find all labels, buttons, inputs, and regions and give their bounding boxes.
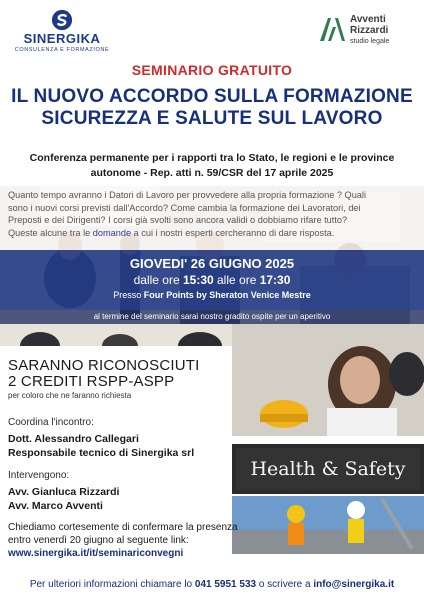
subtitle [20, 151, 404, 181]
chalkboard-text: Health & Safety [250, 458, 406, 480]
time-end: 17:30 [259, 273, 291, 287]
title-line-2: SICUREZZA E SALUTE SUL LAVORO [41, 108, 383, 129]
intro-highlight: domande [92, 227, 132, 238]
footer-email[interactable]: info@sinergika.it [313, 579, 395, 590]
venue-prefix: Presso [113, 290, 144, 300]
coordinator-label: Coordina l'incontro: [8, 417, 94, 428]
aperitivo-note: al termine del seminario sarai nostro gradito ospite per un aperitivo [0, 310, 424, 324]
footer-prefix: Per ulteriori informazioni chiamare lo [29, 579, 195, 590]
right-photos-image [232, 324, 424, 554]
confirm-block [8, 521, 248, 560]
coordinator-name: Dott. Alessandro Callegari [8, 433, 139, 445]
logo-right-line2: Rizzardi [350, 25, 389, 36]
credits-block [8, 358, 228, 401]
event-date: GIOVEDI' 26 GIUGNO 2025 [129, 256, 295, 271]
coordinator-block [8, 416, 233, 460]
sinergika-logo [12, 9, 112, 54]
coordinator-role: Responsabile tecnico di Sinergika srl [8, 447, 195, 459]
header [0, 0, 424, 58]
logo-right-line1: Avventi [350, 14, 386, 25]
intro-text [8, 189, 416, 239]
registration-link[interactable]: www.sinergika.it/it/seminariconvegni [8, 548, 184, 559]
intro-line-4-a: Queste alcune tra le [8, 227, 93, 238]
event-time [0, 272, 424, 289]
speakers-label: Intervengono: [8, 470, 70, 481]
time-start: 15:30 [182, 273, 214, 287]
logo-left-name: SINERGIKA [23, 31, 101, 46]
credits-note: per coloro che ne faranno richiesta [8, 391, 132, 400]
footer-mid: o scrivere a [256, 579, 314, 590]
logo-right-line3: studio legale [350, 38, 390, 45]
intro-line-1: Quanto tempo avranno i Datori di Lavoro per provvedere alla propria formazione ? Quali [8, 190, 366, 200]
credits-line-1: SARANNO RICONOSCIUTI [8, 357, 200, 374]
subtitle-line-2: autonome - Rep. atti n. 59/CSR del 17 aprile 2025 [90, 167, 334, 179]
avventi-rizzardi-logo [318, 14, 410, 46]
footer-phone[interactable]: 041 5951 533 [194, 579, 257, 590]
logo-left-tag: CONSULENZA E FORMAZIONE [14, 47, 110, 53]
right-photo-column [232, 324, 424, 554]
title-line-1: IL NUOVO ACCORDO SULLA FORMAZIONE [11, 86, 413, 107]
subtitle-line-1: Conferenza permanente per i rapporti tra lo Stato, le regioni e le province [29, 152, 395, 164]
footer-contact [0, 578, 424, 592]
venue-name: Four Points by Sheraton Venice Mestre [143, 290, 311, 300]
confirm-line-2: entro venerdì 20 giugno al seguente link: [8, 535, 189, 546]
event-venue [0, 289, 424, 302]
speaker-2: Avv. Marco Avventi [8, 500, 103, 512]
speaker-1: Avv. Gianluca Rizzardi [8, 486, 120, 498]
confirm-line-1: Chiediamo cortesemente di confermare la presenza [8, 522, 238, 533]
intro-line-4-b: a cui i nostri esperti cercheranno di dare risposta. [131, 227, 335, 238]
sinergika-s-icon [51, 9, 73, 31]
speakers-block [8, 469, 233, 513]
seminar-kicker: SEMINARIO GRATUITO [131, 62, 293, 78]
credits-line-2: 2 CREDITI RSPP-ASPP [8, 373, 175, 390]
ar-monogram-icon [318, 14, 348, 44]
intro-line-3: Preposti e dei Dirigenti? I corsi già svolti sono ancora validi o dobbiamo rifare tutto? [8, 215, 348, 225]
time-prefix: dalle ore [133, 273, 183, 287]
event-banner [0, 250, 424, 310]
intro-line-4 [8, 227, 416, 240]
page-title [0, 86, 424, 130]
intro-line-2: sono i nuovi corsi previsti dall'Accordo? Come cambia la formazione dei Lavoratori, dei [8, 202, 361, 213]
time-mid: alle ore [213, 273, 260, 287]
